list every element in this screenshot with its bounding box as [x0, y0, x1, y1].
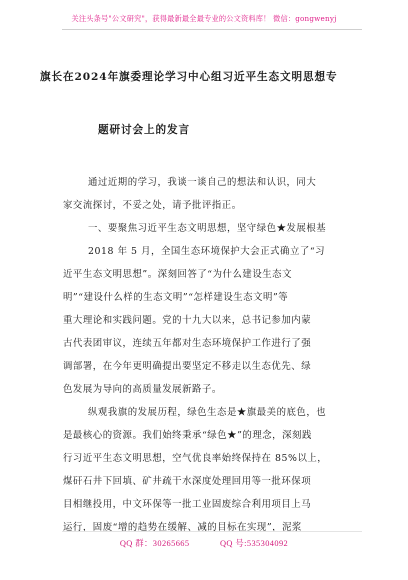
- body-line: 调部署，在今年更明确提出要坚定不移走以生态优先、绿: [63, 361, 312, 372]
- body-line: 明”“建设什么样的生态文明”“怎样建设生态文明”等: [63, 292, 289, 303]
- document-title-line-1: 旗长在2024年旗委理论学习中心组习近平生态文明思想专: [40, 71, 338, 83]
- body-line: 古代表团审议，连续五年都对生态环境保护工作进行了强: [63, 338, 312, 349]
- footer: [0, 537, 408, 549]
- body-line: 运行，固废“增的趋势在缓解、减的目标在实现”，泥浆: [63, 522, 302, 533]
- body-line: 2018 年 5 月，全国生态环境保护大会正式确立了“习: [88, 246, 326, 257]
- body-line: 家交流探讨，不妥之处，请予批评指正。: [63, 200, 242, 211]
- header-banner: 关注头条号"公文研究"，获得最新最全最专业的公文资料库！ 微信：gongwenyj: [71, 14, 337, 23]
- body-line: 是最核心的资源。我们始终秉承“绿色★”的理念，深刻践: [63, 430, 312, 441]
- body-line: 目相继投用，中文环保等一批工业固废综合利用项目上马: [63, 499, 312, 510]
- body-line: 通过近期的学习，我谈一谈自己的想法和认识，同大: [88, 177, 317, 188]
- body-line: 近平生态文明思想”。深刻回答了“为什么建设生态文: [63, 269, 293, 280]
- body-line: 纵观我旗的发展历程，绿色生态是★旗最美的底色，也: [88, 407, 327, 418]
- body-line: 色发展为导向的高质量发展新路子。: [63, 384, 222, 395]
- document-title-line-2: 题研讨会上的发言: [98, 124, 190, 136]
- section-heading: 一、要聚焦习近平生态文明思想，坚守绿色★发展根基: [88, 223, 327, 234]
- body-line: 重大理论和实践问题。党的十九大以来，总书记参加内蒙: [63, 315, 312, 326]
- footer-qq-number: QQ 号:535304092: [219, 539, 289, 548]
- body-line: 煤矸石井下回填、矿井疏干水深度处理回用等一批环保项: [63, 476, 312, 487]
- header-divider: [62, 29, 362, 30]
- footer-qq-group: QQ 群：30265665: [119, 539, 190, 548]
- footer-divider: [62, 531, 362, 532]
- body-line: 行习近平生态文明思想，空气优良率始终保持在 85%以上，: [63, 453, 328, 464]
